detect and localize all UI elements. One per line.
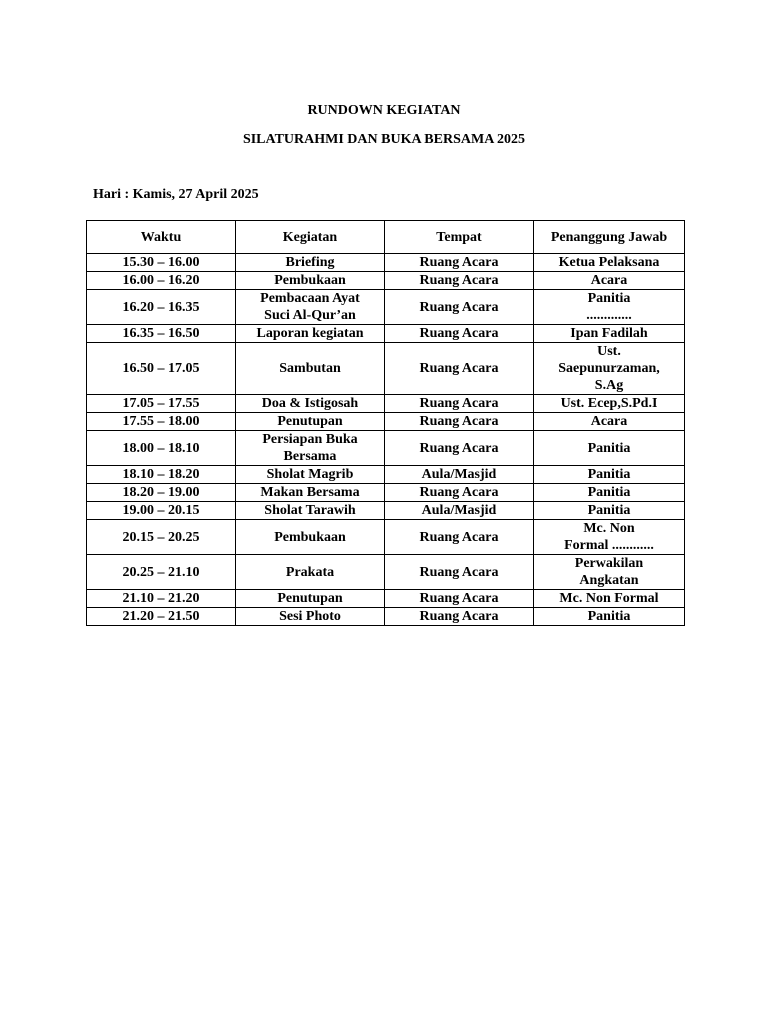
cell-penanggung-jawab-line: Ketua Pelaksana bbox=[558, 255, 660, 270]
cell-kegiatan bbox=[236, 555, 385, 590]
cell-penanggung-jawab bbox=[534, 254, 685, 272]
cell-kegiatan-line: Sesi Photo bbox=[279, 609, 341, 624]
cell-kegiatan-line: Briefing bbox=[285, 255, 335, 270]
cell-penanggung-jawab bbox=[534, 555, 685, 590]
cell-penanggung-jawab-line: Panitia bbox=[587, 485, 631, 500]
cell-kegiatan-line: Pembukaan bbox=[274, 273, 346, 288]
cell-kegiatan bbox=[236, 272, 385, 290]
cell-penanggung-jawab bbox=[534, 290, 685, 325]
cell-kegiatan-line: Makan Bersama bbox=[260, 485, 360, 500]
cell-penanggung-jawab-line: Ust. bbox=[597, 344, 621, 359]
rundown-table bbox=[86, 220, 685, 626]
table-row bbox=[87, 272, 685, 290]
cell-penanggung-jawab bbox=[534, 343, 685, 395]
table-row bbox=[87, 431, 685, 466]
cell-kegiatan-line: Suci Al-Qur’an bbox=[264, 308, 356, 323]
cell-tempat: Ruang Acara bbox=[385, 290, 534, 325]
cell-kegiatan-line: Doa & Istigosah bbox=[261, 396, 359, 411]
cell-waktu: 18.00 – 18.10 bbox=[87, 431, 236, 466]
cell-penanggung-jawab-line: Formal ............ bbox=[564, 538, 654, 553]
cell-penanggung-jawab bbox=[534, 413, 685, 431]
cell-kegiatan bbox=[236, 254, 385, 272]
cell-penanggung-jawab-line: Panitia bbox=[587, 467, 631, 482]
table-row bbox=[87, 466, 685, 484]
cell-kegiatan bbox=[236, 484, 385, 502]
cell-penanggung-jawab bbox=[534, 484, 685, 502]
cell-tempat: Aula/Masjid bbox=[385, 466, 534, 484]
cell-kegiatan bbox=[236, 325, 385, 343]
table-row bbox=[87, 502, 685, 520]
cell-waktu: 17.55 – 18.00 bbox=[87, 413, 236, 431]
cell-waktu: 16.00 – 16.20 bbox=[87, 272, 236, 290]
cell-waktu: 17.05 – 17.55 bbox=[87, 395, 236, 413]
table-row bbox=[87, 413, 685, 431]
table-row bbox=[87, 343, 685, 395]
cell-kegiatan bbox=[236, 413, 385, 431]
cell-tempat: Ruang Acara bbox=[385, 395, 534, 413]
header-row bbox=[87, 221, 685, 254]
cell-penanggung-jawab-line: Perwakilan bbox=[574, 556, 644, 571]
cell-kegiatan bbox=[236, 466, 385, 484]
cell-penanggung-jawab-line: Acara bbox=[590, 414, 628, 429]
header-tempat: Tempat bbox=[385, 221, 534, 254]
cell-kegiatan bbox=[236, 395, 385, 413]
cell-tempat: Ruang Acara bbox=[385, 343, 534, 395]
table-row bbox=[87, 254, 685, 272]
cell-penanggung-jawab bbox=[534, 431, 685, 466]
cell-waktu: 21.10 – 21.20 bbox=[87, 590, 236, 608]
cell-tempat: Ruang Acara bbox=[385, 555, 534, 590]
table-header bbox=[87, 221, 685, 254]
table-row bbox=[87, 555, 685, 590]
cell-penanggung-jawab bbox=[534, 520, 685, 555]
cell-kegiatan-line: Bersama bbox=[283, 449, 337, 464]
cell-tempat: Ruang Acara bbox=[385, 608, 534, 626]
cell-penanggung-jawab-line: Panitia bbox=[587, 503, 631, 518]
cell-tempat: Ruang Acara bbox=[385, 413, 534, 431]
cell-waktu: 18.10 – 18.20 bbox=[87, 466, 236, 484]
cell-waktu: 20.25 – 21.10 bbox=[87, 555, 236, 590]
cell-kegiatan-line: Pembacaan Ayat bbox=[260, 291, 360, 306]
cell-penanggung-jawab-line: Panitia bbox=[587, 291, 631, 306]
cell-tempat: Ruang Acara bbox=[385, 590, 534, 608]
cell-kegiatan-line: Penutupan bbox=[277, 414, 343, 429]
cell-waktu: 16.35 – 16.50 bbox=[87, 325, 236, 343]
cell-kegiatan bbox=[236, 431, 385, 466]
cell-tempat: Ruang Acara bbox=[385, 254, 534, 272]
cell-penanggung-jawab-line: S.Ag bbox=[594, 378, 624, 393]
cell-penanggung-jawab bbox=[534, 325, 685, 343]
cell-penanggung-jawab bbox=[534, 608, 685, 626]
cell-waktu: 21.20 – 21.50 bbox=[87, 608, 236, 626]
table-row bbox=[87, 590, 685, 608]
cell-tempat: Ruang Acara bbox=[385, 484, 534, 502]
cell-penanggung-jawab bbox=[534, 590, 685, 608]
cell-penanggung-jawab bbox=[534, 272, 685, 290]
cell-tempat: Ruang Acara bbox=[385, 272, 534, 290]
header-kegiatan: Kegiatan bbox=[236, 221, 385, 254]
cell-tempat: Ruang Acara bbox=[385, 520, 534, 555]
cell-penanggung-jawab-line: Mc. Non Formal bbox=[559, 591, 659, 606]
cell-kegiatan bbox=[236, 502, 385, 520]
cell-kegiatan-line: Persiapan Buka bbox=[262, 432, 358, 447]
cell-kegiatan bbox=[236, 290, 385, 325]
cell-waktu: 16.50 – 17.05 bbox=[87, 343, 236, 395]
cell-kegiatan bbox=[236, 343, 385, 395]
cell-waktu: 19.00 – 20.15 bbox=[87, 502, 236, 520]
cell-kegiatan-line: Laporan kegiatan bbox=[256, 326, 364, 341]
header-penanggung-jawab: Penanggung Jawab bbox=[534, 221, 685, 254]
cell-kegiatan-line: Sholat Tarawih bbox=[264, 503, 356, 518]
cell-kegiatan bbox=[236, 608, 385, 626]
cell-waktu: 16.20 – 16.35 bbox=[87, 290, 236, 325]
table-row bbox=[87, 520, 685, 555]
cell-penanggung-jawab-line: Mc. Non bbox=[583, 521, 635, 536]
cell-penanggung-jawab-line: Ipan Fadilah bbox=[570, 326, 648, 341]
cell-waktu: 15.30 – 16.00 bbox=[87, 254, 236, 272]
cell-kegiatan-line: Sholat Magrib bbox=[266, 467, 354, 482]
cell-penanggung-jawab-line: Acara bbox=[590, 273, 628, 288]
document-subtitle: SILATURAHMI DAN BUKA BERSAMA 2025 bbox=[242, 132, 526, 147]
cell-tempat: Aula/Masjid bbox=[385, 502, 534, 520]
cell-penanggung-jawab-line: ............. bbox=[586, 308, 632, 323]
cell-kegiatan bbox=[236, 590, 385, 608]
cell-penanggung-jawab-line: Panitia bbox=[587, 440, 631, 456]
cell-kegiatan-line: Sambutan bbox=[279, 361, 341, 376]
cell-penanggung-jawab-line: Angkatan bbox=[579, 573, 639, 588]
cell-penanggung-jawab bbox=[534, 395, 685, 413]
cell-tempat: Ruang Acara bbox=[385, 431, 534, 466]
cell-waktu: 18.20 – 19.00 bbox=[87, 484, 236, 502]
cell-kegiatan-line: Prakata bbox=[285, 564, 335, 580]
cell-penanggung-jawab-line: Saepunurzaman, bbox=[558, 361, 660, 376]
cell-kegiatan bbox=[236, 520, 385, 555]
day-date-line: Hari : Kamis, 27 April 2025 bbox=[93, 187, 259, 202]
cell-penanggung-jawab bbox=[534, 502, 685, 520]
table-row bbox=[87, 608, 685, 626]
table-row bbox=[87, 395, 685, 413]
document-title: RUNDOWN KEGIATAN bbox=[307, 103, 461, 118]
table-row bbox=[87, 290, 685, 325]
cell-waktu: 20.15 – 20.25 bbox=[87, 520, 236, 555]
cell-kegiatan-line: Pembukaan bbox=[274, 529, 346, 545]
cell-kegiatan-line: Penutupan bbox=[277, 591, 343, 606]
cell-tempat: Ruang Acara bbox=[385, 325, 534, 343]
header-waktu: Waktu bbox=[87, 221, 236, 254]
cell-penanggung-jawab-line: Ust. Ecep,S.Pd.I bbox=[560, 396, 658, 411]
cell-penanggung-jawab bbox=[534, 466, 685, 484]
table-body bbox=[87, 254, 685, 626]
cell-penanggung-jawab-line: Panitia bbox=[587, 609, 631, 624]
table-row bbox=[87, 325, 685, 343]
table-row bbox=[87, 484, 685, 502]
